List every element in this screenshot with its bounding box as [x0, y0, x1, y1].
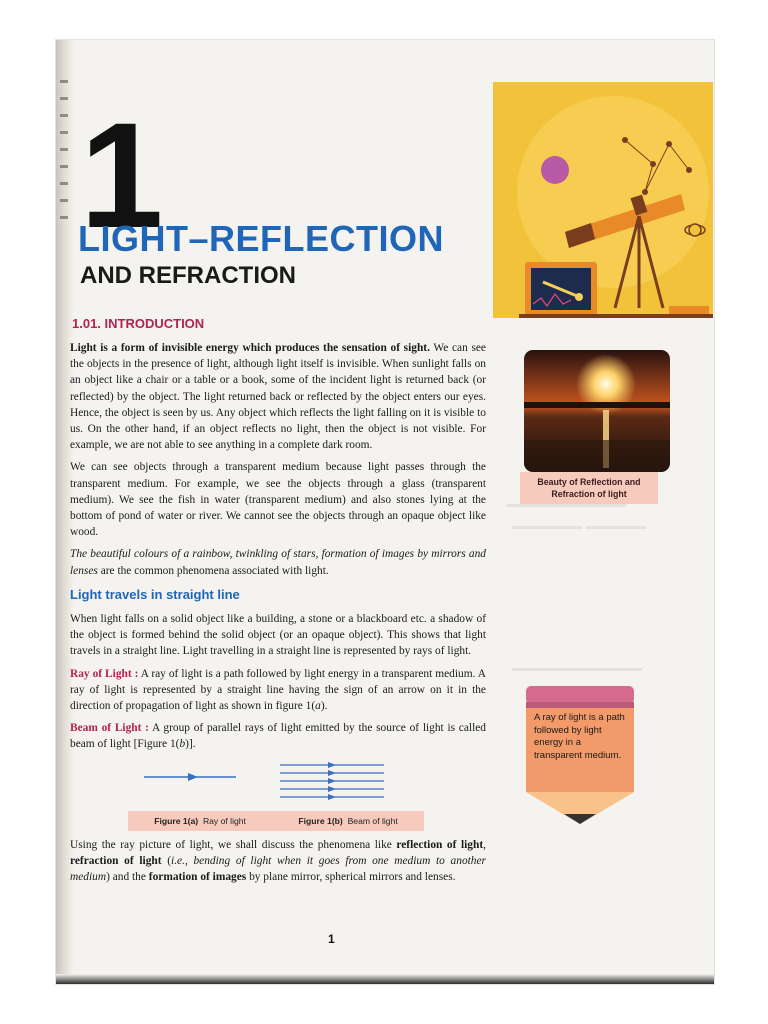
figure-caption-bar	[128, 811, 424, 831]
chapter-title: LIGHT–REFLECTION	[78, 218, 444, 259]
ray-of-light-diagram	[144, 767, 244, 787]
paragraph-transparent-medium: We can see objects through a transparent medium because light passes through the transparent medium. For example, we see the objects through a glass (transparent medium). We see the fish in water (transparent medium) and also stones lying at the bottom of pond of water or river. We cannot see the objects through an opaque object like wood.	[70, 461, 486, 539]
photo-caption: Beauty of Reflection and Refraction of light	[520, 472, 658, 504]
figure-area	[70, 759, 486, 837]
paragraph-beam-definition: Beam of Light : A group of parallel rays of light emitted by the source of light is called beam of light [Figure 1(b)].	[70, 722, 486, 751]
bleed-through	[506, 504, 626, 507]
subheading-straight-line: Light travels in straight line	[70, 586, 240, 602]
paragraph-shadow: When light falls on a solid object like a building, a stone or a blackboard etc. a shadow of the object is formed behind the solid object (or an opaque object). This shows that light travels in a straight line. Light travelling in a straight line is represented by rays of light.	[70, 613, 486, 658]
section-heading: 1.01. INTRODUCTION	[72, 316, 205, 331]
spine-marks	[58, 80, 70, 233]
sunset-photo	[524, 350, 670, 472]
telescope-illustration	[493, 82, 713, 318]
term-ray: Ray of Light :	[70, 667, 139, 680]
page-number: 1	[328, 932, 335, 946]
definition-light: Light is a form of invisible energy which produces the sensation of sight.	[70, 342, 430, 354]
paragraph-phenomena: The beautiful colours of a rainbow, twinkling of stars, formation of images by mirrors and lenses are the common phenomena associated with light.	[70, 548, 486, 577]
bleed-through	[586, 526, 646, 529]
bleed-through	[512, 668, 642, 671]
page-bottom-edge	[56, 974, 714, 984]
figure-1b-caption: Figure 1(b) Beam of light	[298, 815, 398, 826]
chapter-number: 1	[80, 91, 160, 259]
chapter-subtitle: AND REFRACTION	[80, 262, 296, 289]
term-beam: Beam of Light :	[70, 722, 149, 735]
bleed-through	[512, 526, 582, 529]
main-text-column	[70, 340, 486, 891]
paragraph-closing: Using the ray picture of light, we shall discuss the phenomena like reflection of light, refraction of light (i.e., bending of light when it goes from one medium to another medium) and the formation of images by plane mirror, spherical mirrors and lenses.	[70, 838, 486, 884]
figure-1a-caption: Figure 1(a) Ray of light	[154, 815, 246, 826]
beam-of-light-diagram	[280, 759, 390, 801]
pencil-note-text: A ray of light is a path followed by light energy in a transparent medium.	[534, 712, 625, 761]
paragraph-intro: Light is a form of invisible energy which produces the sensation of sight. We can see the objects in the presence of light, although light itself is invisible. When sunlight falls on an object like a chair or a table or a book, some of the incident light is returned back (or reflected) by the object. The light returned back or reflected by the object enters our eyes. Hence, the object is seen by us. Any object which reflects the light falling on it is visible to us. On the other hand, if an object reflects no light, then the object is not visible. For example, we are not able to see anything in a complete dark room.	[70, 342, 486, 452]
textbook-page	[56, 40, 714, 984]
paragraph-ray-definition: Ray of Light : A ray of light is a path followed by light energy in a transparent medium. A ray of light is represented by a straight line having the sign of an arrow on it in the direction of propagation of light as shown in figure 1(a).	[70, 667, 487, 713]
